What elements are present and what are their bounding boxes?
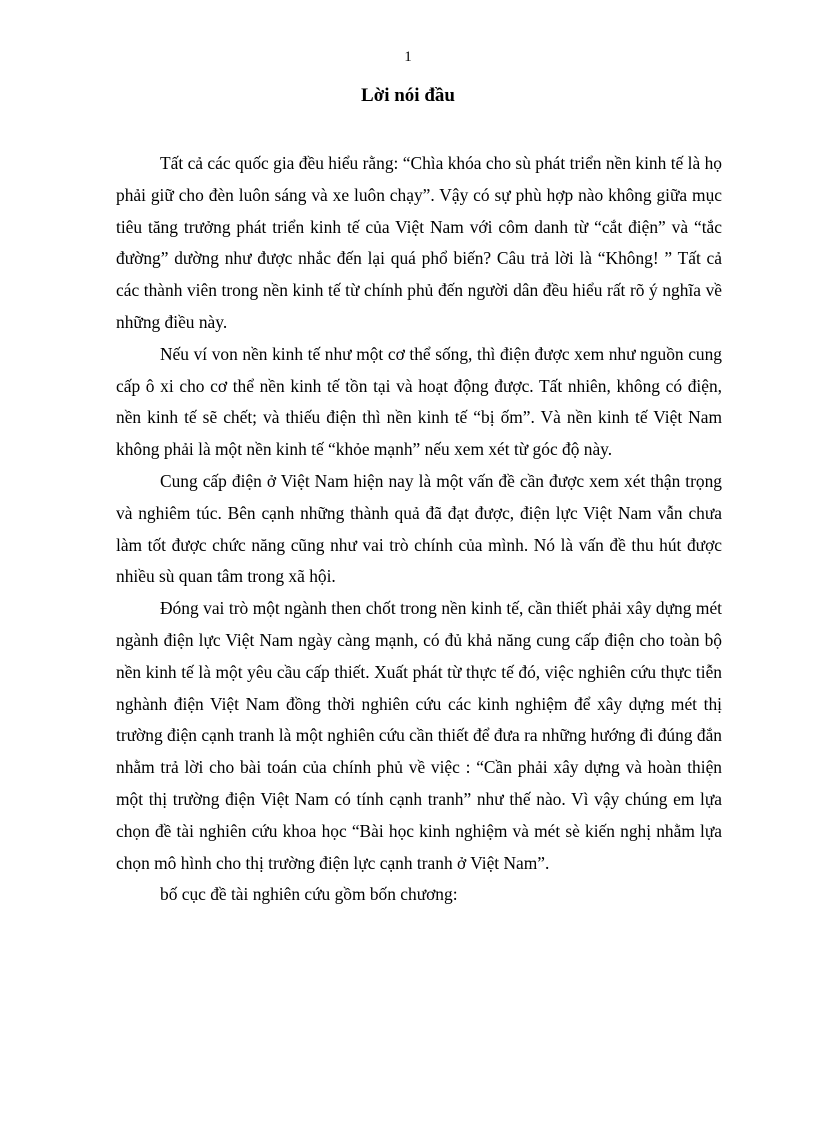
paragraph-4: Đóng vai trò một ngành then chốt trong nền kinh tế, cần thiết phải xây dựng mét ngành điện lực Việt Nam ngày càng mạnh, có đủ khả năng cung cấp điện cho toàn bộ nền kinh tế là một yêu cầu cấp thiết. Xuất phát từ thực tế đó, việc nghiên cứu thực tiễn nghành điện Việt Nam đồng thời nghiên cứu các kinh nghiệm để xây dựng mét thị trường điện cạnh tranh là một nghiên cứu cần thiết để đưa ra những hướng đi đúng đắn nhằm trả lời cho bài toán của chính phủ về việc : “Cần phải xây dựng và hoàn thiện một thị trường điện Việt Nam có tính cạnh tranh” như thế nào. Vì vậy chúng em lựa chọn đề tài nghiên cứu khoa học “Bài học kinh nghiệm và mét sè kiến nghị nhằm lựa chọn mô hình cho thị trường điện lực cạnh tranh ở Việt Nam”. (116, 598, 722, 873)
page-title: Lời nói đầu (361, 85, 455, 106)
paragraph-3: Cung cấp điện ở Việt Nam hiện nay là một vấn đề cần được xem xét thận trọng và nghiêm túc. Bên cạnh những thành quả đã đạt được, điện lực Việt Nam vẫn chưa làm tốt được chức năng cũng như vai trò chính của mình. Nó là vấn đề thu hút được nhiều sù quan tâm trong xã hội. (116, 470, 722, 587)
paragraph-5: bố cục đề tài nghiên cứu gồm bốn chương: (160, 884, 458, 905)
paragraph-2: Nếu ví von nền kinh tế như một cơ thể sống, thì điện được xem như nguồn cung cấp ô xi cho cơ thể nền kinh tế tồn tại và hoạt động được. Tất nhiên, không có điện, nền kinh tế sẽ chết; và thiếu điện thì nền kinh tế “bị ốm”. Và nền kinh tế Việt Nam không phải là một nền kinh tế “khỏe mạnh” nếu xem xét từ góc độ này. (116, 343, 722, 460)
paragraph-1: Tất cả các quốc gia đều hiểu rằng: “Chìa khóa cho sù phát triển nền kinh tế là họ phải giữ cho đèn luôn sáng và xe luôn chạy”. Vậy có sự phù hợp nào không giữa mục tiêu tăng trưởng phát triển kinh tế của Việt Nam với côm danh từ “cắt điện” và “tắc đường” dường như được nhắc đến lại quá phổ biến? Câu trả lời là “Không! ” Tất cả các thành viên trong nền kinh tế từ chính phủ đến người dân đều hiểu rất rõ ý nghĩa về những điều này. (116, 153, 722, 332)
body-text (116, 148, 722, 911)
page-number: 1 (404, 49, 412, 65)
